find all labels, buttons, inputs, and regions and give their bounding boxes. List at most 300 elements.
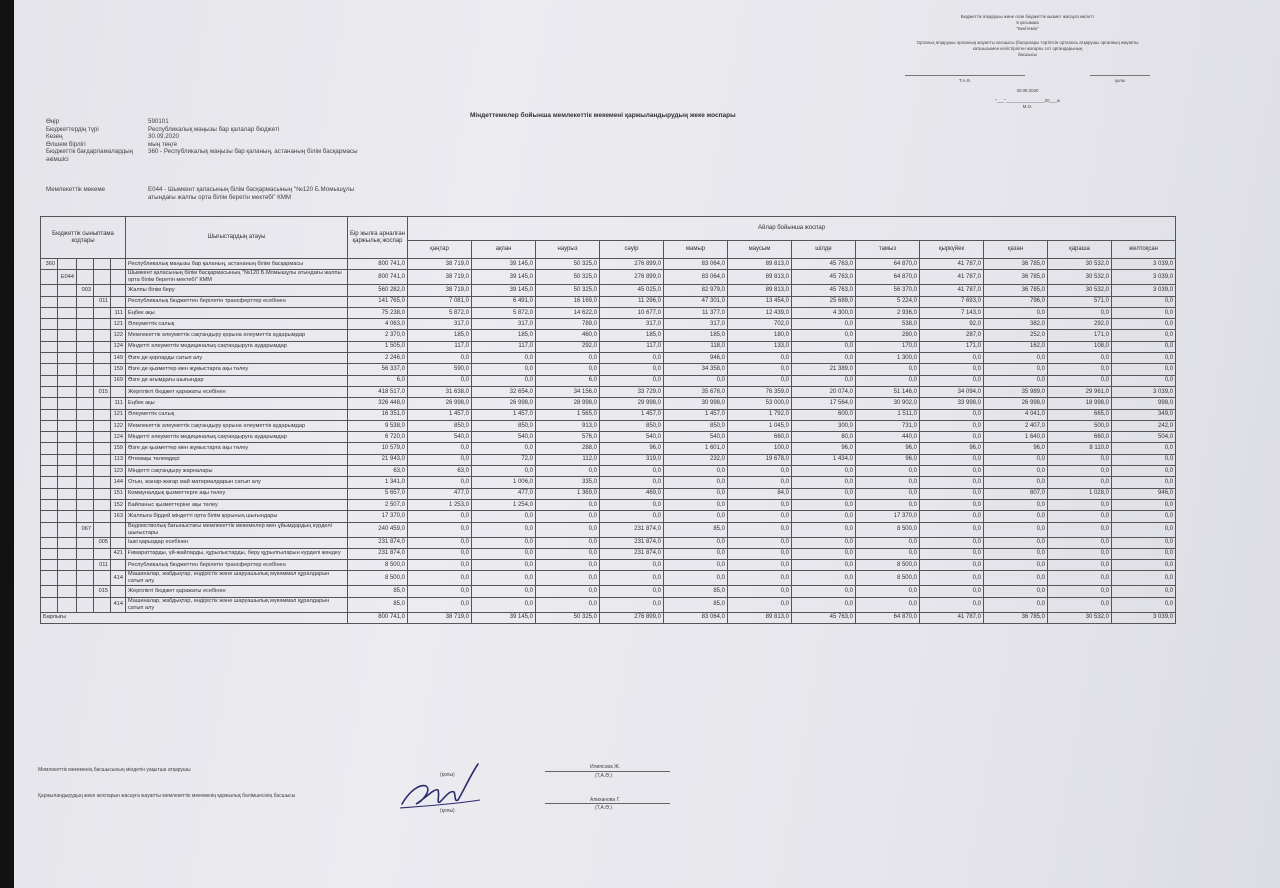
class-code	[77, 586, 94, 597]
month-amount: 477,0	[408, 488, 472, 499]
class-code	[41, 571, 58, 586]
total-month: 64 870,0	[856, 612, 920, 623]
class-code	[94, 499, 111, 510]
total-month: 276 899,0	[600, 612, 664, 623]
month-amount: 0,0	[792, 537, 856, 548]
table-row	[41, 353, 1176, 364]
month-amount: 0,0	[856, 466, 920, 477]
month-amount: 0,0	[472, 571, 536, 586]
month-amount: 252,0	[984, 330, 1048, 341]
month-amount: 946,0	[1112, 488, 1176, 499]
table-row	[41, 432, 1176, 443]
annual-amount: 56 337,0	[348, 364, 408, 375]
month-amount: 0,0	[408, 454, 472, 465]
month-amount: 0,0	[792, 319, 856, 330]
month-amount: 34 156,0	[536, 386, 600, 397]
month-amount: 0,0	[984, 511, 1048, 522]
month-amount: 0,0	[600, 375, 664, 386]
month-amount: 0,0	[536, 571, 600, 586]
class-code	[58, 307, 77, 318]
month-amount: 0,0	[600, 364, 664, 375]
month-amount: 0,0	[600, 511, 664, 522]
class-code: 003	[77, 285, 94, 296]
table-row	[41, 522, 1176, 537]
class-code	[58, 341, 77, 352]
month-amount: 231 874,0	[600, 548, 664, 559]
month-header: ақпан	[472, 241, 536, 259]
month-amount: 3 039,0	[1112, 285, 1176, 296]
class-code	[58, 499, 77, 510]
organization-value: E044 - Шымкент қаласының білім басқармасының "№120 Б.Момышұлы атындағы жалпы орта білім беретін мектебі" КММ	[148, 186, 355, 201]
total-month: 36 785,0	[984, 612, 1048, 623]
month-amount: 31 638,0	[408, 386, 472, 397]
class-code	[41, 398, 58, 409]
month-amount: 83 064,0	[664, 270, 728, 285]
month-amount: 39 145,0	[472, 285, 536, 296]
expense-name: Ғимараттарды, үй-жайларды, құрылыстарды, беру құрылғыларын күрделі жөндеу	[126, 548, 348, 559]
class-code	[77, 499, 94, 510]
class-code	[58, 398, 77, 409]
table-row	[41, 454, 1176, 465]
month-amount: 0,0	[472, 511, 536, 522]
class-code	[94, 522, 111, 537]
month-amount: 0,0	[984, 597, 1048, 612]
annual-amount: 800 741,0	[348, 259, 408, 270]
month-amount: 796,0	[984, 296, 1048, 307]
class-code	[94, 364, 111, 375]
class-code	[58, 353, 77, 364]
class-code	[94, 353, 111, 364]
month-amount: 0,0	[1112, 364, 1176, 375]
month-amount: 0,0	[1048, 597, 1112, 612]
month-amount: 0,0	[728, 522, 792, 537]
month-amount: 0,0	[1048, 560, 1112, 571]
class-code	[94, 477, 111, 488]
month-amount: 82 979,0	[664, 285, 728, 296]
month-amount: 0,0	[728, 353, 792, 364]
month-amount: 89 813,0	[728, 285, 792, 296]
month-amount: 0,0	[984, 522, 1048, 537]
month-amount: 0,0	[984, 548, 1048, 559]
class-code	[77, 432, 94, 443]
month-amount: 38 719,0	[408, 285, 472, 296]
head-name-line	[545, 771, 670, 772]
expense-name: Өтемақы төлемдері	[126, 454, 348, 465]
month-amount: 171,0	[920, 341, 984, 352]
month-header: сәуір	[600, 241, 664, 259]
table-row	[41, 330, 1176, 341]
month-amount: 0,0	[472, 353, 536, 364]
head-signatory-label: Мемлекеттік мекеменің басшысының міндетін уақытша атқарушы	[38, 767, 191, 773]
month-amount: 17 370,0	[856, 511, 920, 522]
annual-amount: 141 765,0	[348, 296, 408, 307]
month-amount: 242,0	[1112, 420, 1176, 431]
month-amount: 118,0	[664, 341, 728, 352]
expense-name: Міндетті сақтандыру жарналары	[126, 466, 348, 477]
header-monthly-plan: Айлар бойынша жоспар	[408, 217, 1176, 241]
month-amount: 0,0	[920, 477, 984, 488]
table-row	[41, 270, 1176, 285]
finance-sign-caption: (қолы)	[440, 808, 455, 814]
class-code: 011	[94, 560, 111, 571]
month-amount: 850,0	[600, 420, 664, 431]
class-code	[58, 477, 77, 488]
month-amount: 185,0	[472, 330, 536, 341]
expense-name: Жалпы білім беру	[126, 285, 348, 296]
month-header: тамыз	[856, 241, 920, 259]
expense-name: Байланыс қызметтеріне ақы төлеу	[126, 499, 348, 510]
header-annual-plan: Бір жылға арналған қаржылық жоспар	[348, 217, 408, 259]
class-code	[41, 454, 58, 465]
class-code	[58, 420, 77, 431]
month-amount: 0,0	[728, 375, 792, 386]
finance-tao: (Т.А.Ә.)	[595, 805, 613, 811]
month-amount: 0,0	[920, 488, 984, 499]
class-code	[58, 548, 77, 559]
approval-date: 30.09.2020	[1016, 88, 1039, 93]
month-amount: 38 719,0	[408, 270, 472, 285]
class-code	[94, 454, 111, 465]
month-amount: 540,0	[408, 432, 472, 443]
expense-name: Міндетті әлеуметтік медициналық сақтандыруға аударымдар	[126, 432, 348, 443]
month-amount: 0,0	[1112, 597, 1176, 612]
class-code	[41, 443, 58, 454]
class-code	[58, 432, 77, 443]
month-amount: 0,0	[792, 499, 856, 510]
month-amount: 0,0	[984, 307, 1048, 318]
month-amount: 0,0	[728, 586, 792, 597]
month-amount: 0,0	[536, 499, 600, 510]
month-amount: 0,0	[408, 537, 472, 548]
annual-amount: 85,0	[348, 597, 408, 612]
month-amount: 0,0	[1112, 319, 1176, 330]
class-code: 124	[111, 341, 126, 352]
month-amount: 0,0	[792, 522, 856, 537]
class-code	[58, 597, 77, 612]
table-row	[41, 597, 1176, 612]
month-amount: 0,0	[1112, 296, 1176, 307]
month-amount: 0,0	[1048, 454, 1112, 465]
month-amount: 0,0	[1048, 307, 1112, 318]
month-amount: 8 110,0	[1048, 443, 1112, 454]
class-code	[77, 443, 94, 454]
month-amount: 0,0	[408, 375, 472, 386]
table-row	[41, 477, 1176, 488]
class-code	[58, 364, 77, 375]
month-amount: 0,0	[920, 364, 984, 375]
table-row	[41, 499, 1176, 510]
total-month: 41 787,0	[920, 612, 984, 623]
class-code: 122	[111, 330, 126, 341]
class-code: 163	[111, 511, 126, 522]
month-amount: 0,0	[664, 488, 728, 499]
meta-row	[46, 133, 368, 141]
month-amount: 0,0	[1112, 454, 1176, 465]
month-amount: 0,0	[920, 597, 984, 612]
month-amount: 538,0	[856, 319, 920, 330]
table-row	[41, 420, 1176, 431]
class-code	[77, 466, 94, 477]
class-code	[41, 488, 58, 499]
class-code	[58, 466, 77, 477]
month-amount: 0,0	[664, 571, 728, 586]
month-amount: 5 872,0	[408, 307, 472, 318]
month-amount: 231 874,0	[600, 537, 664, 548]
annual-amount: 8 500,0	[348, 560, 408, 571]
month-amount: 504,0	[1112, 432, 1176, 443]
table-row	[41, 285, 1176, 296]
month-amount: 660,0	[1048, 432, 1112, 443]
expense-name: Шымкент қаласының білім басқармасының "№120 Б.Момышұлы атындағы жалпы орта білім беретін мектебі" КММ	[126, 270, 348, 285]
meta-value: 30.09.2020	[148, 133, 179, 141]
expense-name: Республикалық бюджеттен берілетін трансферттер есебінен	[126, 560, 348, 571]
meta-label: Өлшем бірлігі	[46, 140, 86, 148]
month-amount: 2 407,0	[984, 420, 1048, 431]
expense-name: Өзге де қызметтер мен жұмыстарға ақы төлеу	[126, 364, 348, 375]
month-amount: 0,0	[792, 548, 856, 559]
class-code	[41, 353, 58, 364]
class-code	[77, 330, 94, 341]
month-amount: 0,0	[664, 537, 728, 548]
month-amount: 382,0	[984, 319, 1048, 330]
month-amount: 0,0	[472, 586, 536, 597]
month-amount: 0,0	[1112, 586, 1176, 597]
class-code	[94, 330, 111, 341]
month-amount: 108,0	[1048, 341, 1112, 352]
month-amount: 0,0	[1048, 548, 1112, 559]
month-header: маусым	[728, 241, 792, 259]
month-amount: 1 006,0	[472, 477, 536, 488]
class-code	[58, 330, 77, 341]
month-amount: 0,0	[536, 537, 600, 548]
class-code: 152	[111, 499, 126, 510]
month-amount: 0,0	[728, 499, 792, 510]
header-expense-name: Шығыстардың атауы	[126, 217, 348, 259]
month-amount: 0,0	[984, 454, 1048, 465]
month-amount: 0,0	[1048, 499, 1112, 510]
month-amount: 0,0	[408, 353, 472, 364]
month-amount: 0,0	[856, 364, 920, 375]
annual-amount: 418 517,0	[348, 386, 408, 397]
annual-amount: 4 063,0	[348, 319, 408, 330]
class-code	[77, 511, 94, 522]
class-code	[94, 375, 111, 386]
month-amount: 33 729,0	[600, 386, 664, 397]
class-code: 149	[111, 353, 126, 364]
month-amount: 0,0	[856, 499, 920, 510]
annual-amount: 1 505,0	[348, 341, 408, 352]
handwritten-signature	[396, 760, 486, 820]
class-code: 067	[77, 522, 94, 537]
month-amount: 477,0	[472, 488, 536, 499]
month-amount: 0,0	[856, 548, 920, 559]
month-header: мамыр	[664, 241, 728, 259]
month-amount: 13 454,0	[728, 296, 792, 307]
month-amount: 0,0	[472, 522, 536, 537]
month-amount: 0,0	[920, 560, 984, 571]
month-amount: 96,0	[984, 443, 1048, 454]
class-code: 169	[111, 375, 126, 386]
table-row	[41, 398, 1176, 409]
class-code	[77, 571, 94, 586]
month-amount: 32 654,0	[472, 386, 536, 397]
month-amount: 50 325,0	[536, 270, 600, 285]
month-amount: 0,0	[1112, 560, 1176, 571]
table-row	[41, 560, 1176, 571]
table-row	[41, 375, 1176, 386]
month-amount: 232,0	[664, 454, 728, 465]
class-code	[94, 319, 111, 330]
month-amount: 850,0	[472, 420, 536, 431]
finance-name: Алиханова Г.	[590, 797, 621, 803]
month-amount: 0,0	[1048, 353, 1112, 364]
class-code: 151	[111, 488, 126, 499]
class-code	[41, 386, 58, 397]
month-amount: 0,0	[792, 488, 856, 499]
class-code: 121	[111, 409, 126, 420]
class-code: 015	[94, 586, 111, 597]
approval-day-line: "___"________________20___ж	[995, 98, 1060, 103]
class-code	[41, 522, 58, 537]
class-code	[58, 454, 77, 465]
month-amount: 4 300,0	[792, 307, 856, 318]
month-amount: 1 511,0	[856, 409, 920, 420]
meta-row	[46, 148, 368, 163]
month-amount: 5 872,0	[472, 307, 536, 318]
month-amount: 0,0	[1048, 375, 1112, 386]
annual-amount: 17 370,0	[348, 511, 408, 522]
month-amount: 540,0	[600, 432, 664, 443]
month-amount: 0,0	[1112, 499, 1176, 510]
month-amount: 28 998,0	[536, 398, 600, 409]
month-amount: 0,0	[600, 353, 664, 364]
month-amount: 8 500,0	[856, 522, 920, 537]
month-amount: 288,0	[536, 443, 600, 454]
month-amount: 0,0	[1048, 571, 1112, 586]
month-amount: 0,0	[856, 375, 920, 386]
month-amount: 5 224,0	[856, 296, 920, 307]
month-amount: 0,0	[984, 353, 1048, 364]
month-amount: 85,0	[664, 586, 728, 597]
month-amount: 36 785,0	[984, 270, 1048, 285]
month-amount: 0,0	[792, 511, 856, 522]
month-amount: 789,0	[536, 319, 600, 330]
approval-tao: Т.А.Ә.	[958, 78, 972, 83]
class-code	[77, 454, 94, 465]
class-code: 111	[111, 398, 126, 409]
class-code	[41, 511, 58, 522]
class-code	[111, 537, 126, 548]
month-amount: 0,0	[792, 571, 856, 586]
month-amount: 0,0	[1112, 353, 1176, 364]
month-amount: 180,0	[728, 330, 792, 341]
total-month: 89 813,0	[728, 612, 792, 623]
month-amount: 0,0	[408, 571, 472, 586]
class-code	[111, 296, 126, 307]
month-amount: 30 998,0	[664, 398, 728, 409]
month-amount: 0,0	[920, 499, 984, 510]
month-amount: 319,0	[600, 454, 664, 465]
class-code: 113	[111, 454, 126, 465]
class-code	[41, 548, 58, 559]
month-amount: 1 434,0	[792, 454, 856, 465]
class-code	[111, 285, 126, 296]
annual-amount: 85,0	[348, 586, 408, 597]
month-amount: 946,0	[664, 353, 728, 364]
approval-line-5: басшысы	[1017, 52, 1038, 57]
month-amount: 84,0	[728, 488, 792, 499]
month-amount: 0,0	[408, 560, 472, 571]
expense-name: Мемлекеттік әлеуметтік сақтандыру қорына әлеуметтік аударымдар	[126, 420, 348, 431]
class-code	[94, 597, 111, 612]
month-amount: 0,0	[1112, 375, 1176, 386]
month-header: қазан	[984, 241, 1048, 259]
class-code	[77, 307, 94, 318]
document-title: Міндеттемелер бойынша мемлекеттік мекемені қаржыландырудың жеке жоспары	[470, 112, 736, 119]
month-amount: 292,0	[1048, 319, 1112, 330]
month-amount: 1 640,0	[984, 432, 1048, 443]
annual-amount: 231 874,0	[348, 548, 408, 559]
class-code	[58, 571, 77, 586]
month-amount: 317,0	[408, 319, 472, 330]
class-code	[41, 307, 58, 318]
expense-name: Әлеуметтік салық	[126, 319, 348, 330]
month-amount: 0,0	[1112, 537, 1176, 548]
month-amount: 0,0	[856, 586, 920, 597]
class-code	[94, 285, 111, 296]
table-row	[41, 296, 1176, 307]
month-amount: 34 358,0	[664, 364, 728, 375]
month-amount: 276 899,0	[600, 270, 664, 285]
month-amount: 96,0	[920, 443, 984, 454]
month-amount: 0,0	[984, 571, 1048, 586]
month-amount: 0,0	[664, 375, 728, 386]
head-tao: (Т.А.Ә.)	[595, 773, 613, 779]
class-code	[77, 270, 94, 285]
class-code	[94, 443, 111, 454]
class-code	[94, 420, 111, 431]
class-code: 144	[111, 477, 126, 488]
head-name: Илиясова Ж.	[590, 764, 621, 770]
month-amount: 590,0	[408, 364, 472, 375]
month-amount: 0,0	[1112, 466, 1176, 477]
expense-name: Өзге де ағымдағы шығындар	[126, 375, 348, 386]
month-amount: 89 813,0	[728, 270, 792, 285]
month-amount: 0,0	[536, 560, 600, 571]
month-header: шілде	[792, 241, 856, 259]
month-amount: 0,0	[792, 597, 856, 612]
month-amount: 64 870,0	[856, 270, 920, 285]
month-amount: 0,0	[728, 466, 792, 477]
class-code	[94, 571, 111, 586]
meta-block	[46, 118, 368, 164]
class-code	[77, 548, 94, 559]
meta-value: мың теңге	[148, 140, 178, 148]
month-amount: 0,0	[536, 548, 600, 559]
approval-line-2: 5 қосымша	[1016, 20, 1039, 25]
month-header: қараша	[1048, 241, 1112, 259]
month-amount: 571,0	[1048, 296, 1112, 307]
class-code: 005	[94, 537, 111, 548]
approval-line-3: "Бекітемін"	[1016, 26, 1039, 31]
class-code	[94, 259, 111, 270]
annual-amount: 16 351,0	[348, 409, 408, 420]
month-amount: 0,0	[792, 375, 856, 386]
header-classification: Бюджеттік сыныптама кодтары	[41, 217, 126, 259]
month-amount: 0,0	[920, 353, 984, 364]
month-amount: 170,0	[856, 341, 920, 352]
month-amount: 41 787,0	[920, 259, 984, 270]
